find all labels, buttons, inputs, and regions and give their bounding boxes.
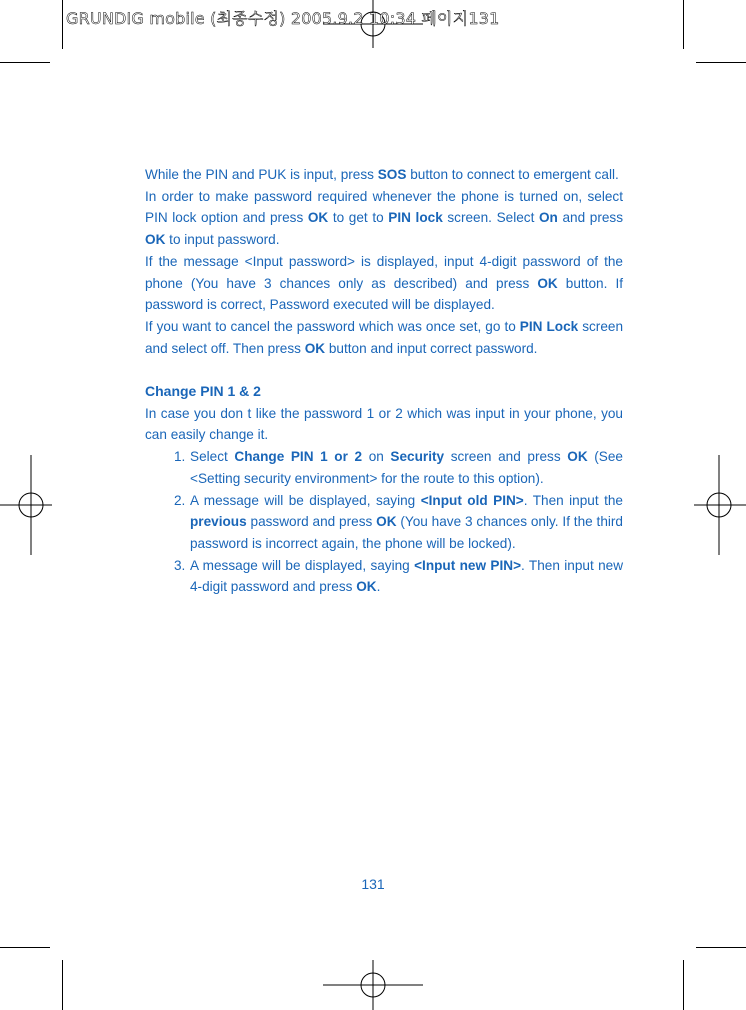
paragraph-cancel-password: If you want to cancel the password which was once set, go to PIN Lock screen and select off. Then press OK button and input correct password. [145,318,624,356]
list-item: 3. A message will be displayed, saying <Input new PIN>. Then input new 4-digit password and press OK. [174,557,624,595]
crop-mark-bottom-left-horizontal [0,947,50,948]
registration-mark-left [0,455,52,555]
sos-keyword: SOS [377,167,407,182]
paragraph-input-password: If the message <Input password> is displayed, input 4-digit password of the phone (You have 3 chances only as described) and press OK button. If password is correct, Password executed will be displayed. [145,253,624,313]
registration-mark-bottom [323,960,423,1010]
print-slug: GRUNDIG mobile (최종수정) 2005.9.2 10:34 페이지131 [66,9,500,28]
crop-mark-top-left-horizontal [0,62,50,63]
section-heading: Change PIN 1 & 2 [145,383,261,400]
page-number: 131 [361,876,385,892]
list-item: 2. A message will be displayed, saying <Input old PIN>. Then input the previous password and press OK (You have 3 chances only. If the third password is incorrect again, the phone will be locked). [174,492,623,551]
registration-mark-right [694,455,746,555]
crop-mark-bottom-right-horizontal [696,947,746,948]
crop-mark-bottom-left-vertical [62,960,63,1010]
list-item: 1. Select Change PIN 1 or 2 on Security screen and press OK (See <Setting security environment> for the route to this option). [174,449,623,486]
steps-list [145,446,623,598]
paragraph-sos: While the PIN and PUK is input, press SOS button to connect to emergent call. [145,167,619,182]
crop-mark-top-right-horizontal [696,62,746,63]
paragraph-pin-lock: In order to make password required whenever the phone is turned on, select PIN lock option and press OK to get to PIN lock screen. Select On and press OK to input password. [145,188,624,248]
crop-mark-top-left-vertical [62,0,63,49]
page-content [145,164,623,598]
crop-mark-top-right-vertical [683,0,684,49]
paragraph-change-intro: In case you don t like the password 1 or 2 which was input in your phone, you can easily change it. [145,405,623,443]
crop-mark-bottom-right-vertical [683,960,684,1010]
